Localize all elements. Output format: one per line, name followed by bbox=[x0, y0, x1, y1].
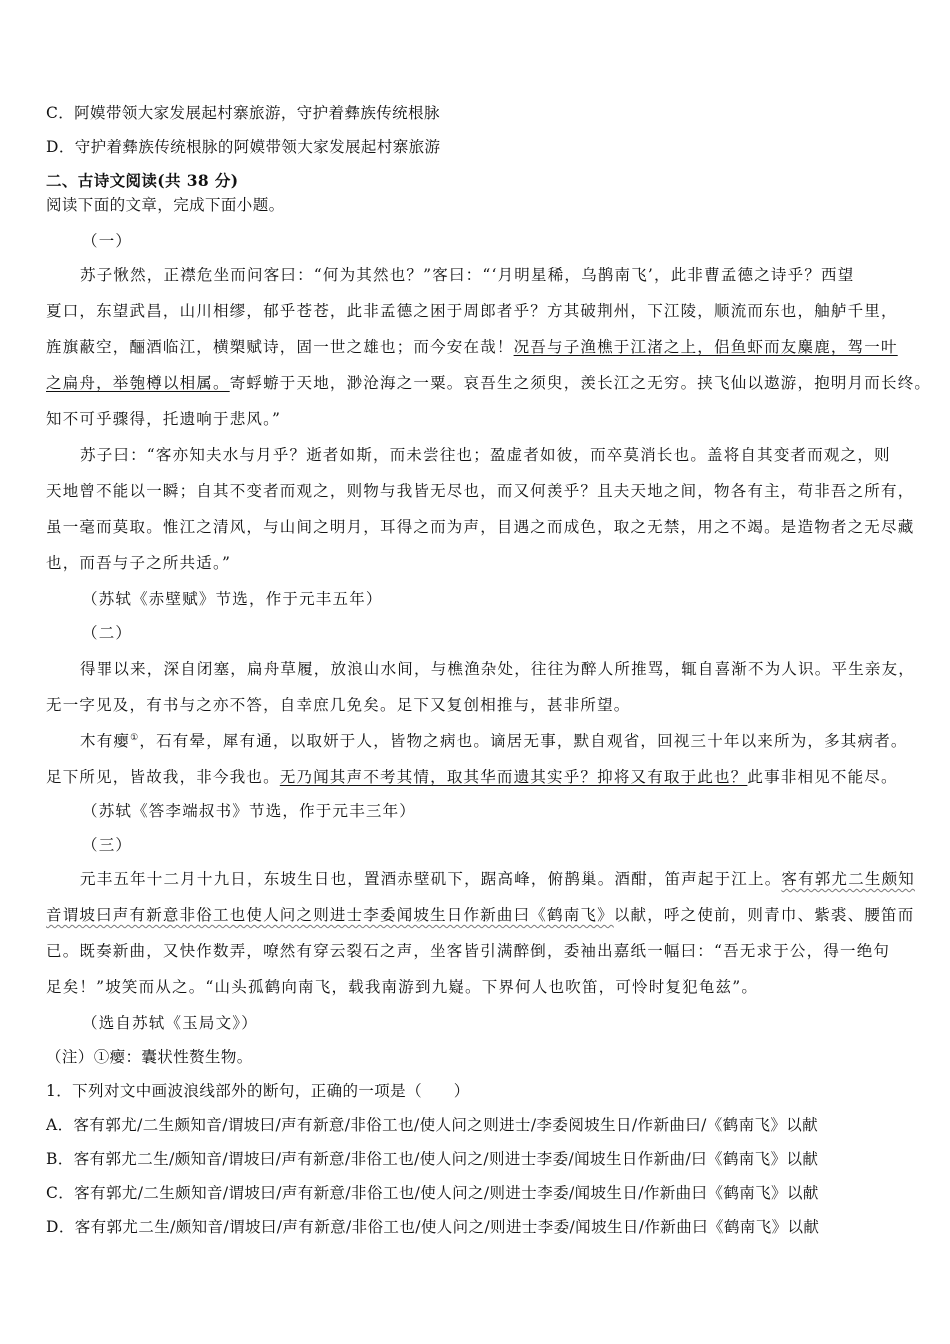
passage1-line: 天地曾不能以一瞬；自其不变者而观之，则物与我皆无尽也，而又何羡乎？且夫天地之间，物各有主，苟非吾之所有， bbox=[46, 482, 915, 500]
passage1-line: 夏口，东望武昌，山川相缪，郁乎苍苍，此非孟德之困于周郎者乎？方其破荆州，下江陵，顺流而东也，舳舻千里， bbox=[46, 302, 898, 320]
passage2-text: ，石有晕，犀有通，以取妍于人，皆物之病也。谪居无事，默自观省，回视三十年以来所为，多其病者。 bbox=[139, 732, 908, 750]
option-c-prev: C．阿嫫带领大家发展起村寨旅游，守护着彝族传统根脉 bbox=[46, 104, 440, 122]
passage3-text: 以献，呼之使前，则青巾、紫裘、腰笛而 bbox=[613, 906, 915, 924]
passage2-line: 得罪以来，深自闭塞，扁舟草履，放浪山水间，与樵渔杂处，往往为醉人所推骂，辄自喜渐不为人识。平生亲友， bbox=[80, 660, 916, 678]
passage3-label: （三） bbox=[82, 836, 133, 854]
passage2-source: （苏轼《答李端叔书》节选，作于元丰三年） bbox=[82, 802, 417, 820]
question-option-d: D．客有郭尤二生/颇知音/谓坡曰/声有新意/非俗工也/使人问之/则进士李委/闻坡生日/作新曲曰《鹤南飞》以献 bbox=[46, 1218, 820, 1236]
passage2-text: 木有瘿 bbox=[80, 732, 131, 750]
passage1-source: （苏轼《赤壁赋》节选，作于元丰五年） bbox=[82, 590, 383, 608]
passage3-line bbox=[80, 868, 942, 890]
passage2-line bbox=[80, 730, 942, 752]
passage1-line: 也，而吾与子之所共适。” bbox=[46, 554, 232, 572]
section-instruction: 阅读下面的文章，完成下面小题。 bbox=[46, 196, 285, 214]
passage1-line bbox=[46, 336, 908, 358]
passage1-line: 知不可乎骤得，托遗响于悲风。” bbox=[46, 410, 282, 428]
wavy-underlined-text: 客有郭尤二生颇知 bbox=[781, 870, 916, 888]
question-stem: 1．下列对文中画波浪线部外的断句，正确的一项是（ ） bbox=[46, 1082, 470, 1100]
passage3-line: 已。既奏新曲，又快作数弄，嘹然有穿云裂石之声，坐客皆引满醉倒，委袖出嘉纸一幅曰：“吾无求于公，得一绝句 bbox=[46, 942, 891, 960]
question-option-a: A．客有郭尤/二生颇知音/谓坡曰/声有新意/非俗工也/使人问之则进士/李委阅坡生日/作新曲曰/《鹤南飞》以献 bbox=[46, 1116, 819, 1134]
passage1-text: 旌旗蔽空，酾酒临江，横槊赋诗，固一世之雄也；而今安在哉！ bbox=[46, 338, 514, 356]
passage1-label: （一） bbox=[82, 232, 133, 250]
underlined-sentence: 况吾与子渔樵于江渚之上，侣鱼虾而友麋鹿，驾一叶 bbox=[513, 338, 898, 356]
passage3-text: 元丰五年十二月十九日，东坡生日也，置酒赤壁矶下，踞高峰，俯鹊巢。酒酣，笛声起于江上。 bbox=[80, 870, 782, 888]
passage2-text: 足下所见，皆故我，非今我也。 bbox=[46, 768, 280, 786]
passage1-line: 苏子曰：“客亦知夫水与月乎？逝者如斯，而未尝往也；盈虚者如彼，而卒莫消长也。盖将自其变者而观之，则 bbox=[80, 446, 891, 464]
question-option-c: C．客有郭尤/二生颇知音/谓坡曰/声有新意/非俗工也/使人问之/则进士李委/闻坡生日/作新曲曰《鹤南飞》以献 bbox=[46, 1184, 819, 1202]
passage3-line bbox=[46, 904, 915, 926]
passage2-line: 无一字见及，有书与之亦不答，自幸庶几免矣。足下又复创相推与，甚非所望。 bbox=[46, 696, 631, 714]
passage1-line bbox=[46, 372, 932, 394]
section-heading: 二、古诗文阅读(共 38 分) bbox=[46, 171, 239, 190]
wavy-underlined-text: 音谓坡曰声有新意非俗工也使人问之则进士李委闻坡生日作新曲曰《鹤南飞》 bbox=[46, 906, 614, 924]
passage2-line bbox=[46, 766, 908, 788]
passage3-line: 足矣！”坡笑而从之。“山头孤鹤向南飞，载我南游到九嶷。下界何人也吹笛，可怜时复犯龟兹”。 bbox=[46, 978, 759, 996]
option-d-prev: D．守护着彝族传统根脉的阿嫫带领大家发展起村寨旅游 bbox=[46, 138, 441, 156]
passage1-line: 虽一毫而莫取。惟江之清风，与山间之明月，耳得之而为声，目遇之而成色，取之无禁，用之不竭。是造物者之无尽藏 bbox=[46, 518, 915, 536]
question-option-b: B．客有郭尤二生/颇知音/谓坡曰/声有新意/非俗工也/使人问之/则进士李委/闻坡生日作新曲/曰《鹤南飞》以献 bbox=[46, 1150, 819, 1168]
passage2-text: 此事非相见不能尽。 bbox=[747, 768, 898, 786]
footnote-marker: ① bbox=[130, 732, 140, 743]
passage3-source: （选自苏轼《玉局文》） bbox=[82, 1014, 258, 1032]
passage1-line: 苏子愀然，正襟危坐而问客曰：“何为其然也？”客曰：“‘月明星稀，乌鹊南飞’，此非曹孟德之诗乎？西望 bbox=[80, 266, 855, 284]
passage2-label: （二） bbox=[82, 624, 133, 642]
footnote: （注）①瘿：囊状性赘生物。 bbox=[46, 1048, 253, 1066]
passage1-text: 寄蜉蝣于天地，渺沧海之一粟。哀吾生之须臾，羡长江之无穷。挟飞仙以遨游，抱明月而长终。 bbox=[229, 374, 932, 392]
underlined-sentence: 无乃闻其声不考其情，取其华而遗其实乎？抑将又有取于此也？ bbox=[279, 768, 748, 786]
underlined-sentence: 之扁舟，举匏樽以相属。 bbox=[46, 374, 230, 392]
